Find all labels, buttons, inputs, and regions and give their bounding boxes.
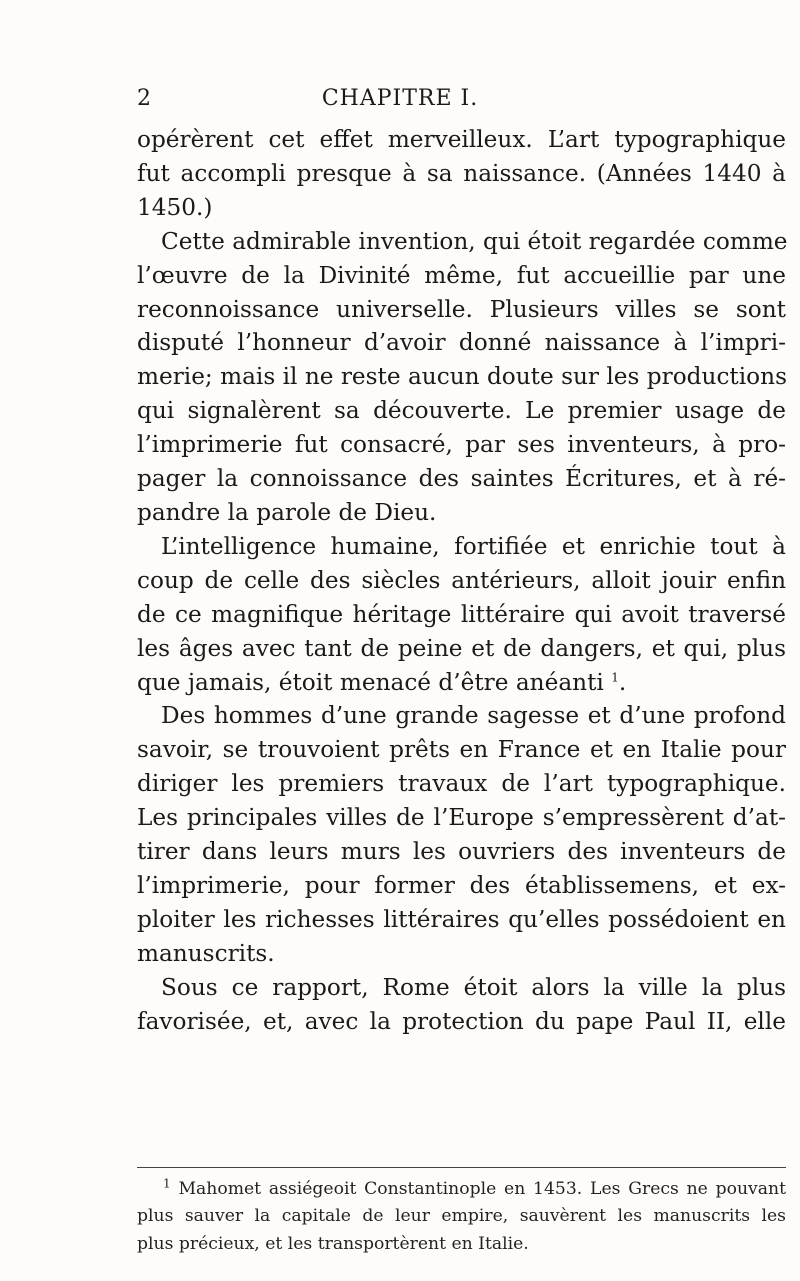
running-title: CHAPITRE I. (321, 86, 479, 111)
text-line: qui signalèrent sa découverte. Le premier usage de (137, 397, 786, 425)
text-line: pager la connoissance des saintes Écritures, et à ré- (137, 465, 786, 493)
footnote-line: plus sauver la capitale de leur empire, sauvèrent les manuscrits les (137, 1206, 786, 1227)
text-line: Sous ce rapport, Rome étoit alors la ville la plus (161, 973, 786, 1001)
footnote (137, 1176, 786, 1258)
text-line: manuscrits. (137, 939, 275, 967)
text-line: opérèrent cet effet merveilleux. L’art typographique (137, 126, 786, 153)
text-line-with-footnote: que jamais, étoit menacé d’être anéanti $^1$. (137, 668, 627, 696)
page-header (0, 84, 800, 118)
text-line: favorisée, et, avec la protection du pape Paul II, elle (137, 1007, 786, 1035)
footnote-marker: 1 (163, 1176, 171, 1191)
text-line: 1450.) (137, 193, 213, 221)
text-line: diriger les premiers travaux de l’art typographique. (137, 770, 786, 798)
text-line: coup de celle des siècles antérieurs, alloit jouir enfin (137, 566, 786, 594)
text-line: Des hommes d’une grande sagesse et d’une profond (161, 702, 786, 730)
text-line: pandre la parole de Dieu. (137, 498, 437, 526)
text-line: disputé l’honneur d’avoir donné naissance à l’impri- (137, 329, 786, 357)
footnote-line (137, 1176, 786, 1203)
footnote-divider (137, 1167, 786, 1168)
text-line: reconnoissance universelle. Plusieurs villes se sont (137, 295, 786, 323)
text-line: l’imprimerie fut consacré, par ses inventeurs, à pro- (137, 431, 786, 459)
text-line: que jamais, étoit menacé d’être anéanti (137, 668, 604, 696)
page-number: 2 (137, 86, 151, 111)
text-line: les âges avec tant de peine et de dangers, et qui, plus (137, 634, 786, 662)
text-line: l’œuvre de la Divinité même, fut accueillie par une (137, 261, 786, 289)
footnote-text: Mahomet assiégeoit Constantinople en 1453. Les Grecs ne pouvant (178, 1179, 786, 1199)
text-line: Les principales villes de l’Europe s’empressèrent d’at- (137, 804, 786, 832)
text-line: Cette admirable invention, qui étoit regardée comme (161, 227, 788, 255)
text-line: l’imprimerie, pour former des établissemens, et ex- (137, 871, 786, 899)
text-line: savoir, se trouvoient prêts en France et en Italie pour (137, 736, 786, 764)
text-line: ploiter les richesses littéraires qu’elles possédoient en (137, 905, 786, 933)
text-line: tirer dans leurs murs les ouvriers des inventeurs de (137, 838, 786, 866)
text-line: fut accompli presque à sa naissance. (Années 1440 à (137, 159, 786, 187)
text-line: de ce magnifique héritage littéraire qui avoit traversé (137, 600, 786, 628)
text-line: merie; mais il ne reste aucun doute sur les productions (137, 363, 787, 391)
body-text (137, 123, 786, 1038)
text-line: L’intelligence humaine, fortifiée et enrichie tout à (161, 532, 786, 560)
footnote-line: plus précieux, et les transportèrent en Italie. (137, 1233, 529, 1254)
footnote-reference[interactable]: 1 (611, 669, 619, 684)
